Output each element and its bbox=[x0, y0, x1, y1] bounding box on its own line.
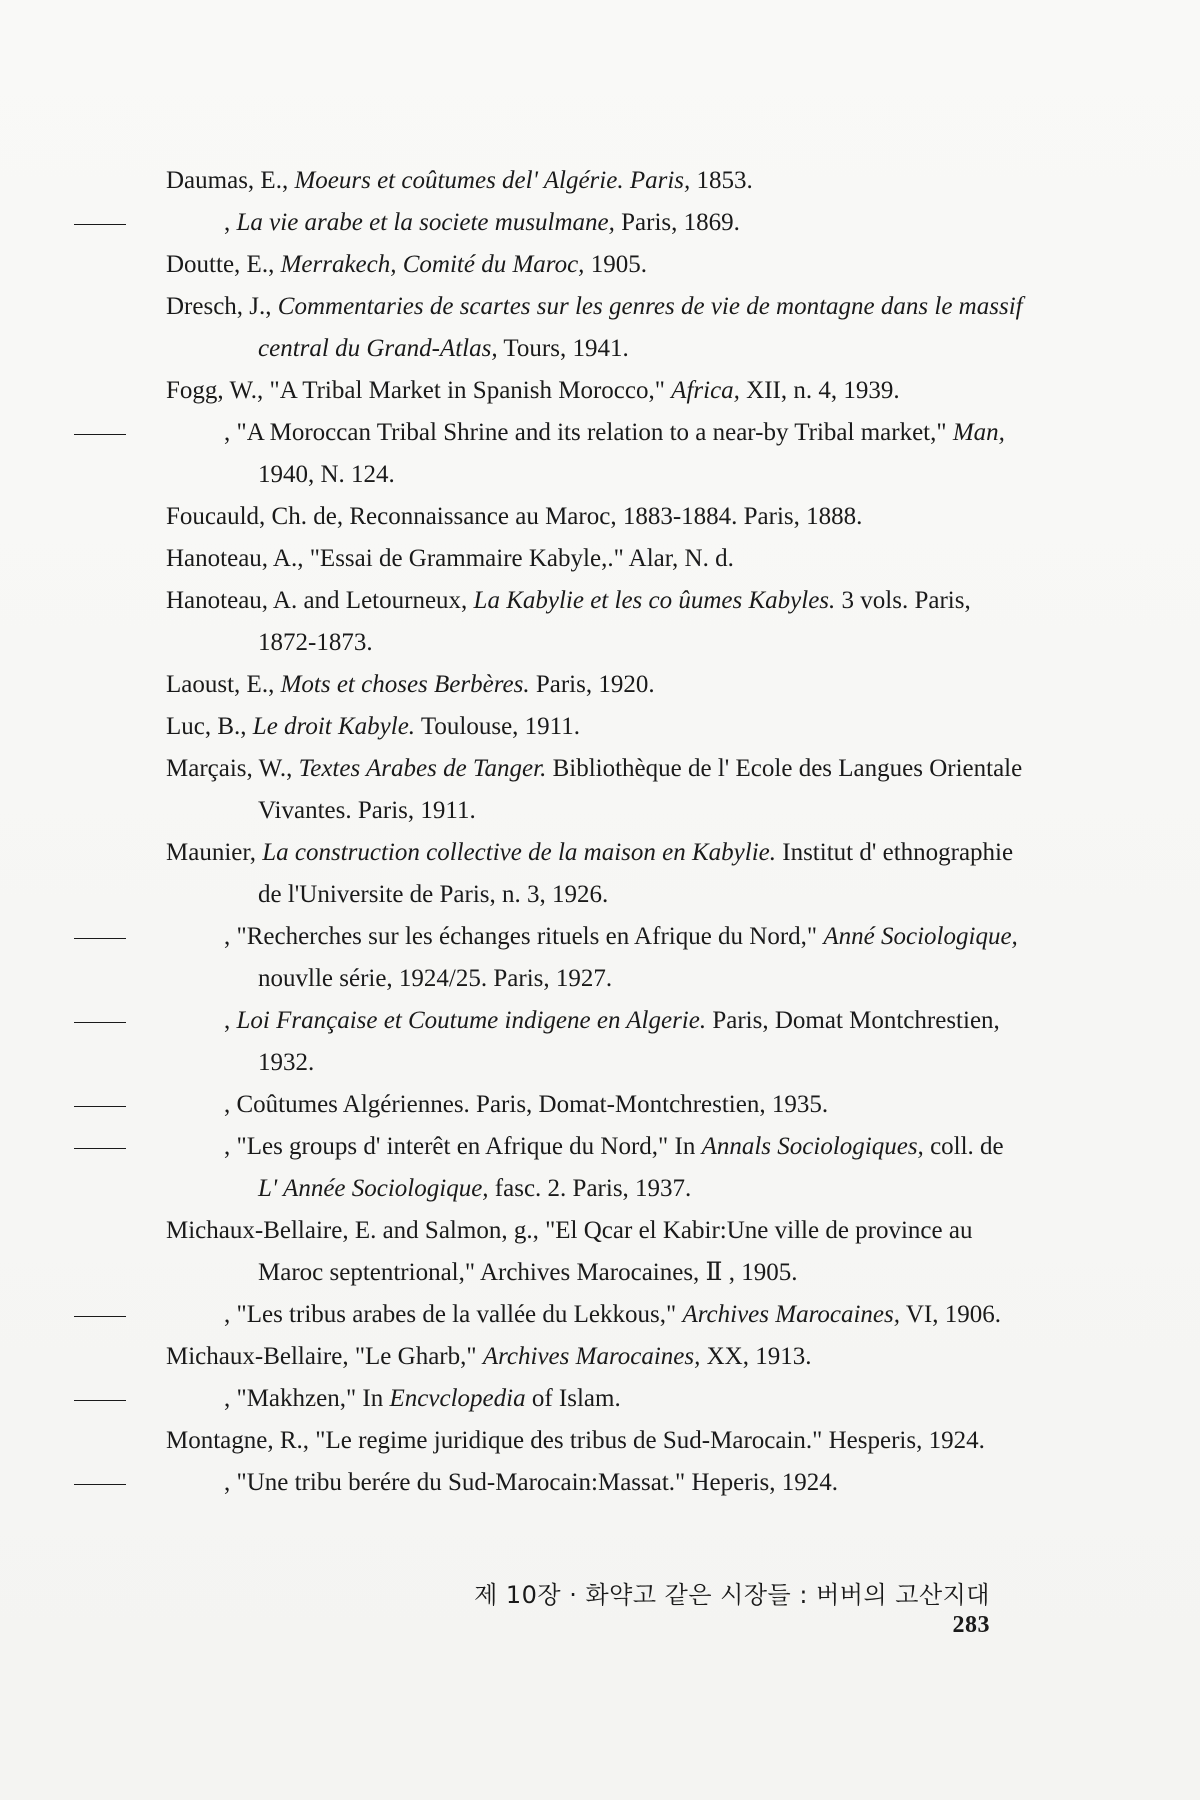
bib-entry bbox=[166, 1420, 1026, 1462]
author: Hanoteau, A., bbox=[166, 545, 304, 572]
publication: Institut d' ethnographie de l'Universite de Paris, n. 3, 1926. bbox=[258, 839, 1014, 908]
publication: VI, 1906. bbox=[905, 1301, 1001, 1328]
publication: Toulouse, 1911. bbox=[420, 713, 580, 740]
title: "El Qcar el Kabir:Une ville de province au Maroc septentrional," Archives Marocaines, Ⅱ , 1905. bbox=[258, 1217, 973, 1286]
article-title: "A Tribal Market in Spanish Morocco," bbox=[269, 377, 665, 404]
title: Textes Arabes de Tanger. bbox=[298, 755, 547, 782]
ditto-dash bbox=[166, 412, 224, 454]
title: Moeurs et coûtumes del' Algérie. Paris, bbox=[294, 167, 691, 194]
page-number: 283 bbox=[952, 1612, 990, 1638]
publication: XII, n. 4, 1939. bbox=[746, 377, 900, 404]
publication: nouvlle série, 1924/25. Paris, 1927. bbox=[258, 965, 613, 992]
bib-entry bbox=[166, 286, 1026, 370]
ditto-dash bbox=[166, 1084, 224, 1126]
publication: Tours, 1941. bbox=[503, 335, 629, 362]
article-title: "Recherches sur les échanges rituels en Afrique du Nord," bbox=[236, 923, 818, 950]
article-title: "Le Gharb," bbox=[354, 1343, 477, 1370]
bib-entry bbox=[166, 706, 1026, 748]
author: Fogg, W., bbox=[166, 377, 264, 404]
bib-entry bbox=[166, 160, 1026, 202]
title: Merrakech, Comité du Maroc, bbox=[280, 251, 585, 278]
bib-entry: , Coûtumes Algériennes. Paris, Domat-Montchrestien, 1935. bbox=[166, 1084, 1026, 1126]
title: La construction collective de la maison en Kabylie. bbox=[262, 839, 776, 866]
ditto-dash bbox=[166, 1378, 224, 1420]
title: "Essai de Grammaire Kabyle,." Alar, N. d. bbox=[309, 545, 734, 572]
publication: XX, 1913. bbox=[706, 1343, 812, 1370]
author: Dresch, J., bbox=[166, 293, 272, 320]
bib-entry bbox=[166, 664, 1026, 706]
author: Michaux-Bellaire, E. and Salmon, g., bbox=[166, 1217, 539, 1244]
publication: 1853. bbox=[696, 167, 753, 194]
title: Mots et choses Berbères. bbox=[280, 671, 530, 698]
bib-entry bbox=[166, 244, 1026, 286]
author: Doutte, E., bbox=[166, 251, 275, 278]
publication: Bibliothèque de l' Ecole des Langues Orientale Vivantes. Paris, 1911. bbox=[258, 755, 1023, 824]
journal: Archives Marocaines, bbox=[682, 1301, 900, 1328]
ditto-dash bbox=[166, 202, 224, 244]
ditto-dash bbox=[166, 1000, 224, 1042]
publication: 3 vols. Paris, 1872-1873. bbox=[258, 587, 971, 656]
article-title: "Makhzen," In bbox=[236, 1385, 384, 1412]
author: Marçais, W., bbox=[166, 755, 293, 782]
title: La vie arabe et la societe musulmane, bbox=[236, 209, 615, 236]
series-title: L' Année Sociologique, bbox=[258, 1175, 489, 1202]
publication: 1940, N. 124. bbox=[258, 461, 395, 488]
bib-entry: , La vie arabe et la societe musulmane, Paris, 1869. bbox=[166, 202, 1026, 244]
title: "Une tribu berére du Sud-Marocain:Massat." Heperis, 1924. bbox=[236, 1469, 839, 1496]
publication: of Islam. bbox=[531, 1385, 621, 1412]
page-footer bbox=[430, 1575, 990, 1639]
bib-entry bbox=[166, 1336, 1026, 1378]
journal: Africa, bbox=[671, 377, 740, 404]
ditto-dash bbox=[166, 916, 224, 958]
bib-entry bbox=[166, 580, 1026, 664]
publication: Paris, 1869. bbox=[621, 209, 740, 236]
journal: Archives Marocaines, bbox=[482, 1343, 701, 1370]
author: Daumas, E., bbox=[166, 167, 289, 194]
journal: Annals Sociologiques, bbox=[701, 1133, 924, 1160]
bib-entry: , "Recherches sur les échanges rituels en Afrique du Nord," Anné Sociologique, nouvlle série, 1924/25. Paris, 1927. bbox=[166, 916, 1026, 1000]
bibliography bbox=[166, 160, 1026, 1504]
title: Commentaries de scartes sur les genres de vie de montagne dans le massif central du Grand-Atlas, bbox=[258, 293, 1023, 362]
bib-entry: , "Les tribus arabes de la vallée du Lekkous," Archives Marocaines, VI, 1906. bbox=[166, 1294, 1026, 1336]
author: Luc, B., bbox=[166, 713, 247, 740]
title: Le droit Kabyle. bbox=[252, 713, 416, 740]
journal: Anné Sociologique, bbox=[823, 923, 1018, 950]
author: Michaux-Bellaire, bbox=[166, 1343, 349, 1370]
bib-entry bbox=[166, 538, 1026, 580]
ditto-dash bbox=[166, 1126, 224, 1168]
title: Reconnaissance au Maroc, 1883-1884. Paris, 1888. bbox=[349, 503, 863, 530]
bib-entry bbox=[166, 370, 1026, 412]
journal: Encvclopedia bbox=[389, 1385, 526, 1412]
title: "Le regime juridique des tribus de Sud-Marocain." Hesperis, 1924. bbox=[315, 1427, 985, 1454]
author: Laoust, E., bbox=[166, 671, 275, 698]
bib-entry: , "A Moroccan Tribal Shrine and its relation to a near-by Tribal market," Man, 1940, N. 124. bbox=[166, 412, 1026, 496]
author: Foucauld, Ch. de, bbox=[166, 503, 344, 530]
author: Hanoteau, A. and Letourneux, bbox=[166, 587, 468, 614]
publication: Paris, 1920. bbox=[535, 671, 655, 698]
author: Montagne, R., bbox=[166, 1427, 310, 1454]
bib-entry: , "Les groups d' interêt en Afrique du Nord," In Annals Sociologiques, coll. de L' Année Sociologique, fasc. 2. Paris, 1937. bbox=[166, 1126, 1026, 1210]
article-title: "Les tribus arabes de la vallée du Lekkous," bbox=[236, 1301, 677, 1328]
bib-entry bbox=[166, 496, 1026, 538]
bib-entry: , Loi Française et Coutume indigene en Algerie. Paris, Domat Montchrestien, 1932. bbox=[166, 1000, 1026, 1084]
running-footer: 제 10장 · 화약고 같은 시장들 : 버버의 고산지대 bbox=[474, 1581, 990, 1609]
title: Loi Française et Coutume indigene en Algerie. bbox=[236, 1007, 707, 1034]
article-title: "A Moroccan Tribal Shrine and its relation to a near-by Tribal market," bbox=[236, 419, 947, 446]
publication-detail: fasc. 2. Paris, 1937. bbox=[494, 1175, 692, 1202]
ditto-dash bbox=[166, 1294, 224, 1336]
publication: 1905. bbox=[590, 251, 647, 278]
bib-entry bbox=[166, 748, 1026, 832]
bib-entry: , "Une tribu berére du Sud-Marocain:Massat." Heperis, 1924. bbox=[166, 1462, 1026, 1504]
journal: Man, bbox=[952, 419, 1005, 446]
title: La Kabylie et les co ûumes Kabyles. bbox=[473, 587, 836, 614]
author: Maunier, bbox=[166, 839, 256, 866]
bib-entry bbox=[166, 832, 1026, 916]
title: Coûtumes Algériennes. Paris, Domat-Montchrestien, 1935. bbox=[236, 1091, 829, 1118]
publication: Paris, Domat Montchrestien, 1932. bbox=[258, 1007, 1000, 1076]
article-title: "Les groups d' interêt en Afrique du Nord," In bbox=[236, 1133, 696, 1160]
publication: coll. de bbox=[930, 1133, 1004, 1160]
bib-entry bbox=[166, 1210, 1026, 1294]
bib-entry: , "Makhzen," In Encvclopedia of Islam. bbox=[166, 1378, 1026, 1420]
ditto-dash bbox=[166, 1462, 224, 1504]
